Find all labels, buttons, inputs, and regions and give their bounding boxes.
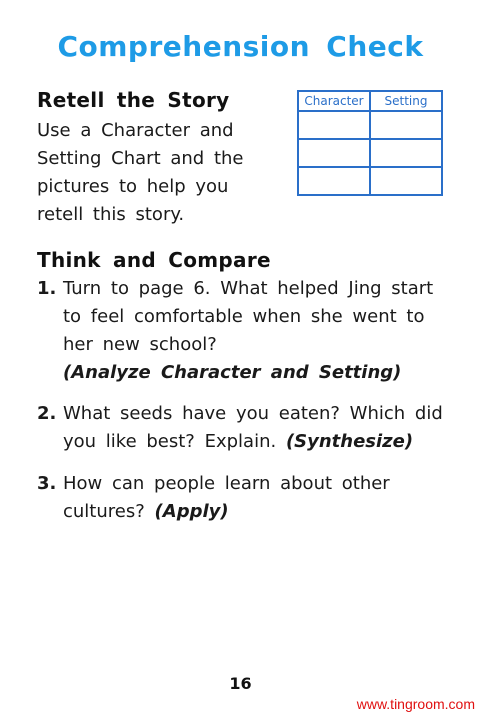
chart-header-character: Character (298, 91, 370, 111)
watermark-text: www.tingroom.com (356, 696, 475, 712)
question-number: 3. (37, 473, 57, 494)
chart-cell (370, 167, 442, 195)
question-text: What seeds have you eaten? Which did you like best? Explain. (63, 403, 443, 452)
question-item (37, 275, 457, 387)
chart-cell (370, 111, 442, 139)
page-title: Comprehension Check (57, 30, 424, 63)
chart-cell (298, 139, 370, 167)
chart-header-setting: Setting (370, 91, 442, 111)
question-number: 2. (37, 403, 57, 424)
retell-instructions: Use a Character and Setting Chart and the pictures to help you retell this story. (37, 120, 244, 225)
chart-row (298, 167, 442, 195)
chart-cell (298, 167, 370, 195)
chart-cell (298, 111, 370, 139)
character-setting-chart (297, 90, 443, 196)
think-compare-heading: Think and Compare (37, 248, 271, 272)
question-text: How can people learn about other cultures? (63, 473, 390, 522)
question-text: Turn to page 6. What helped Jing start to feel comfortable when she went to her new school? (63, 278, 434, 355)
question-item (37, 400, 457, 456)
chart-cell (370, 139, 442, 167)
question-skill: (Apply) (154, 501, 229, 522)
page-number: 16 (229, 674, 252, 693)
question-item (37, 470, 457, 526)
chart-row (298, 111, 442, 139)
question-skill: (Synthesize) (285, 431, 414, 452)
question-number: 1. (37, 278, 57, 299)
question-skill: (Analyze Character and Setting) (63, 362, 402, 383)
chart-header-row (298, 91, 442, 111)
chart-row (298, 139, 442, 167)
retell-heading: Retell the Story (37, 88, 230, 112)
